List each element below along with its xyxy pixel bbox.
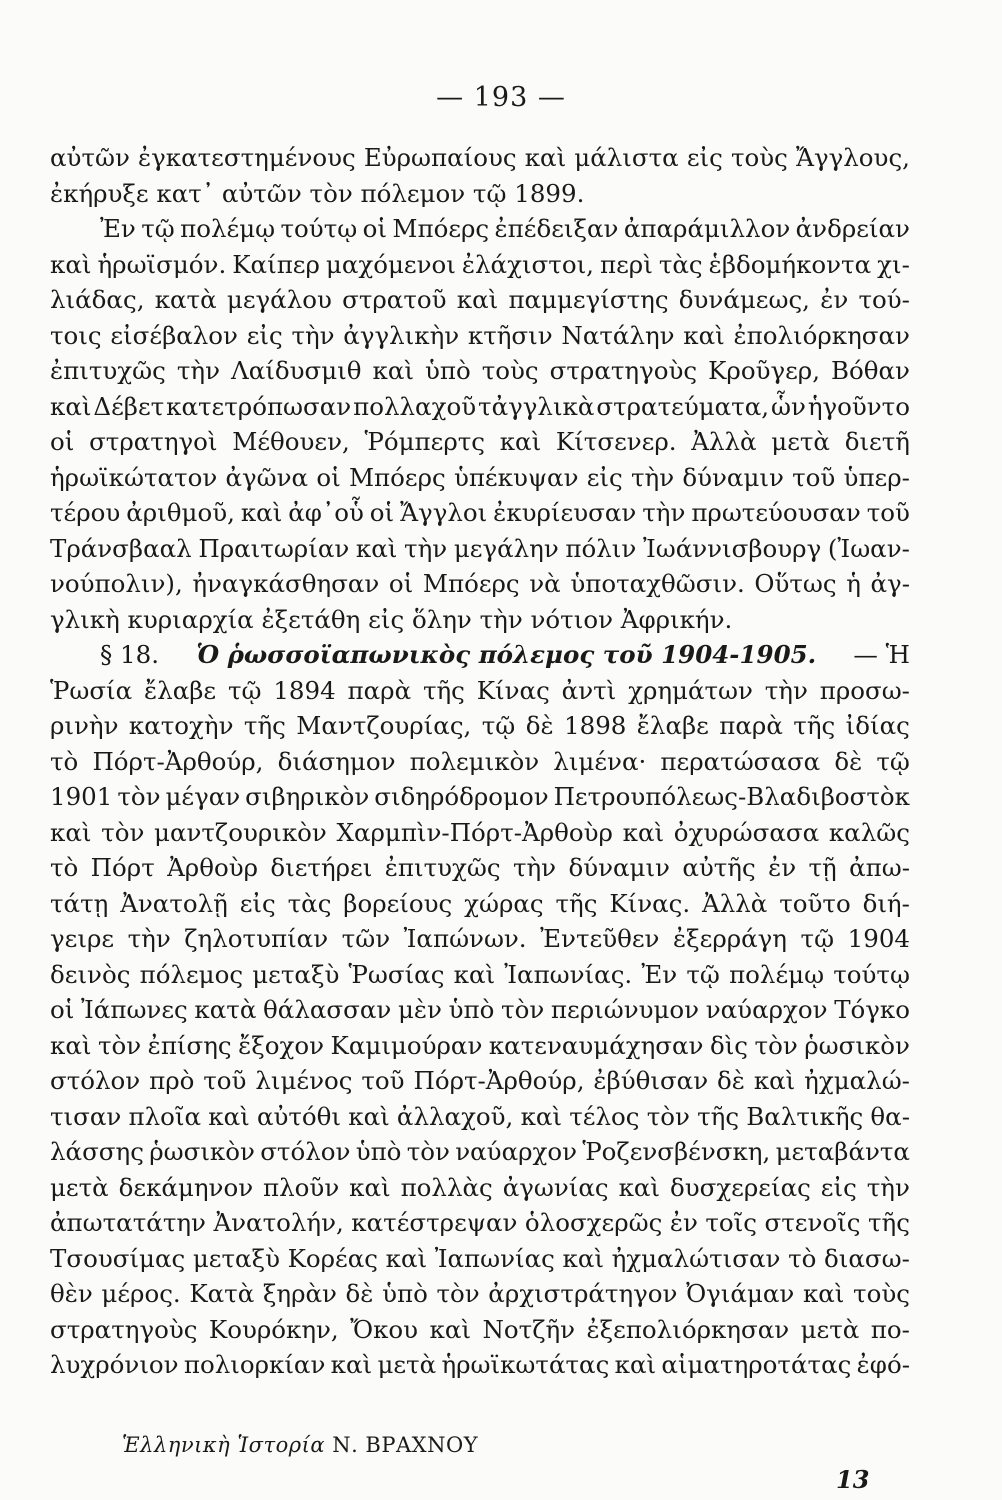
text-line: νούπολιν), ἠναγκάσθησαν οἱ Μπόερς νὰ ὑποταχθῶσιν. Οὕτως ἡ ἀγ- <box>50 569 910 598</box>
text-line: θὲν μέρος. Κατὰ ξηρὰν δὲ ὑπὸ τὸν ἀρχιστράτηγον Ὀγιάμαν καὶ τοὺς <box>50 1279 910 1308</box>
text-line: λυχρόνιον πολιορκίαν καὶ μετὰ ἡρωϊκωτάτας καὶ αἱματηροτάτας ἐφό- <box>50 1350 910 1379</box>
text-line: γλικὴ κυριαρχία ἐξετάθη εἰς ὅλην τὴν νότιον Ἀφρικήν. <box>50 604 733 634</box>
text-line: δεινὸς πόλεμος μεταξὺ Ῥωσίας καὶ Ἰαπωνίας. Ἐν τῷ πολέμῳ τούτῳ <box>50 959 910 989</box>
section-dash: — Ἡ <box>853 640 910 669</box>
text-line: τὸ Πόρτ Ἀρθοὺρ διετήρει ἐπιτυχῶς τὴν δύναμιν αὐτῆς ἐν τῇ ἀπω- <box>50 853 910 882</box>
text-line: μετὰ δεκάμηνον πλοῦν καὶ πολλὰς ἀγωνίας καὶ δυσχερείας εἰς τὴν <box>50 1172 910 1202</box>
section-number: § 18. <box>100 640 160 669</box>
text-line: καὶ τὸν μαντζουρικὸν Χαρμπὶν-Πόρτ-Ἀρθοὺρ καὶ ὀχυρώσασα καλῶς <box>50 817 910 847</box>
text-line: τοις εἰσέβαλον εἰς τὴν ἀγγλικὴν κτῆσιν Νατάλην καὶ ἐπολιόρκησαν <box>50 320 910 350</box>
text-line: τέρου ἀριθμοῦ, καὶ ἀφ᾽οὗ οἱ Ἄγγλοι ἐκυρίευσαν τὴν πρωτεύουσαν τοῦ <box>50 498 910 527</box>
text-line: λάσσης ῥωσικὸν στόλον ὑπὸ τὸν ναύαρχον Ῥοζενσβένσκη, μεταβάντα <box>50 1137 910 1166</box>
text-line: λιάδας, κατὰ μεγάλου στρατοῦ καὶ παμμεγίστης δυνάμεως, ἐν τού- <box>50 285 910 314</box>
section-heading <box>50 637 910 673</box>
text-line: οἱ στρατηγοὶ Μέθουεν, Ῥόμπερτς καὶ Κίτσενερ. Ἀλλὰ μετὰ διετῆ <box>50 427 910 456</box>
footer-book-title: Ἑλληνικὴ Ἱστορία <box>122 1433 326 1457</box>
text-line: 1901 τὸν μέγαν σιβηρικὸν σιδηρόδρομον Πετρουπόλεως-Βλαδιβοστὸκ <box>50 782 910 811</box>
text-line: Τσουσίμας μεταξὺ Κορέας καὶ Ἰαπωνίας καὶ ἠχμαλώτισαν τὸ διασω- <box>50 1243 910 1273</box>
page-number: — 193 — <box>436 82 566 113</box>
text-line: γειρε τὴν ζηλοτυπίαν τῶν Ἰαπώνων. Ἐντεῦθεν ἐξερράγη τῷ 1904 <box>50 924 910 953</box>
text-line: αὐτῶν ἐγκατεστημένους Εὐρωπαίους καὶ μάλιστα εἰς τοὺς Ἄγγλους, <box>50 143 910 172</box>
text-line: ἡρωϊκώτατον ἀγῶνα οἱ Μπόερς ὑπέκυψαν εἰς τὴν δύναμιν τοῦ ὑπερ- <box>50 462 910 492</box>
text-line: ἐπιτυχῶς τὴν Λαίδυσμιθ καὶ ὑπὸ τοὺς στρατηγοὺς Κροῦγερ, Βόθαν <box>50 356 910 385</box>
text-line: τισαν πλοῖα καὶ αὐτόθι καὶ ἀλλαχοῦ, καὶ τέλος τὸν τῆς Βαλτικῆς θα- <box>50 1101 910 1131</box>
footer-author: Ν. ΒΡΑΧΝΟΥ <box>332 1433 479 1457</box>
body-text <box>50 140 910 1383</box>
text-line: Ῥωσία ἔλαβε τῷ 1894 παρὰ τῆς Κίνας ἀντὶ χρημάτων τὴν προσω- <box>50 675 910 705</box>
text-line: τὸ Πόρτ-Ἀρθούρ, διάσημον πολεμικὸν λιμένα· περατώσασα δὲ τῷ <box>50 746 910 776</box>
page-footer <box>122 1433 478 1457</box>
text-line: ἐκήρυξε κατ᾽ αὐτῶν τὸν πόλεμον τῷ 1899. <box>50 178 585 208</box>
text-line: στρατηγοὺς Κουρόκην, Ὄκου καὶ Νοτζῆν ἐξεπολιόρκησαν μετὰ πο- <box>50 1314 910 1344</box>
text-line: ρινὴν κατοχὴν τῆς Μαντζουρίας, τῷ δὲ 1898 ἔλαβε παρὰ τῆς ἰδίας <box>50 711 910 740</box>
text-line: στόλον πρὸ τοῦ λιμένος τοῦ Πόρτ-Ἀρθούρ, ἐβύθισαν δὲ καὶ ἠχμαλώ- <box>50 1066 910 1095</box>
text-line: καὶ Δέβετ κατετρόπωσαν πολλαχοῦ τἀγγλικὰ στρατεύματα, ὧν ἡγοῦντο <box>50 391 910 421</box>
text-line: καὶ ἡρωϊσμόν. Καίπερ μαχόμενοι ἐλάχιστοι, περὶ τὰς ἑβδομήκοντα χι- <box>50 249 910 279</box>
text-line: ἀπωτατάτην Ἀνατολήν, κατέστρεψαν ὁλοσχερῶς ἐν τοῖς στενοῖς τῆς <box>50 1208 910 1237</box>
text-line: Τράνσβααλ Πραιτωρίαν καὶ τὴν μεγάλην πόλιν Ἰωάννισβουργ (Ἰωαν- <box>50 533 910 563</box>
text-line: τάτῃ Ἀνατολῇ εἰς τὰς βορείους χώρας τῆς Κίνας. Ἀλλὰ τοῦτο διή- <box>50 888 910 918</box>
text-line: οἱ Ἰάπωνες κατὰ θάλασσαν μὲν ὑπὸ τὸν περιώνυμον ναύαρχον Τόγκο <box>50 995 910 1024</box>
signature-mark: 13 <box>836 1465 870 1494</box>
section-title: Ὁ ῥωσσοϊαπωνικὸς πόλεμος τοῦ 1904-1905. <box>196 640 817 669</box>
text-line: Ἐν τῷ πολέμῳ τούτῳ οἱ Μπόερς ἐπέδειξαν ἀπαράμιλλον ἀνδρείαν <box>100 214 910 243</box>
text-line: καὶ τὸν ἐπίσης ἔξοχον Καμιμούραν κατεναυμάχησαν δὶς τὸν ῥωσικὸν <box>50 1030 910 1060</box>
